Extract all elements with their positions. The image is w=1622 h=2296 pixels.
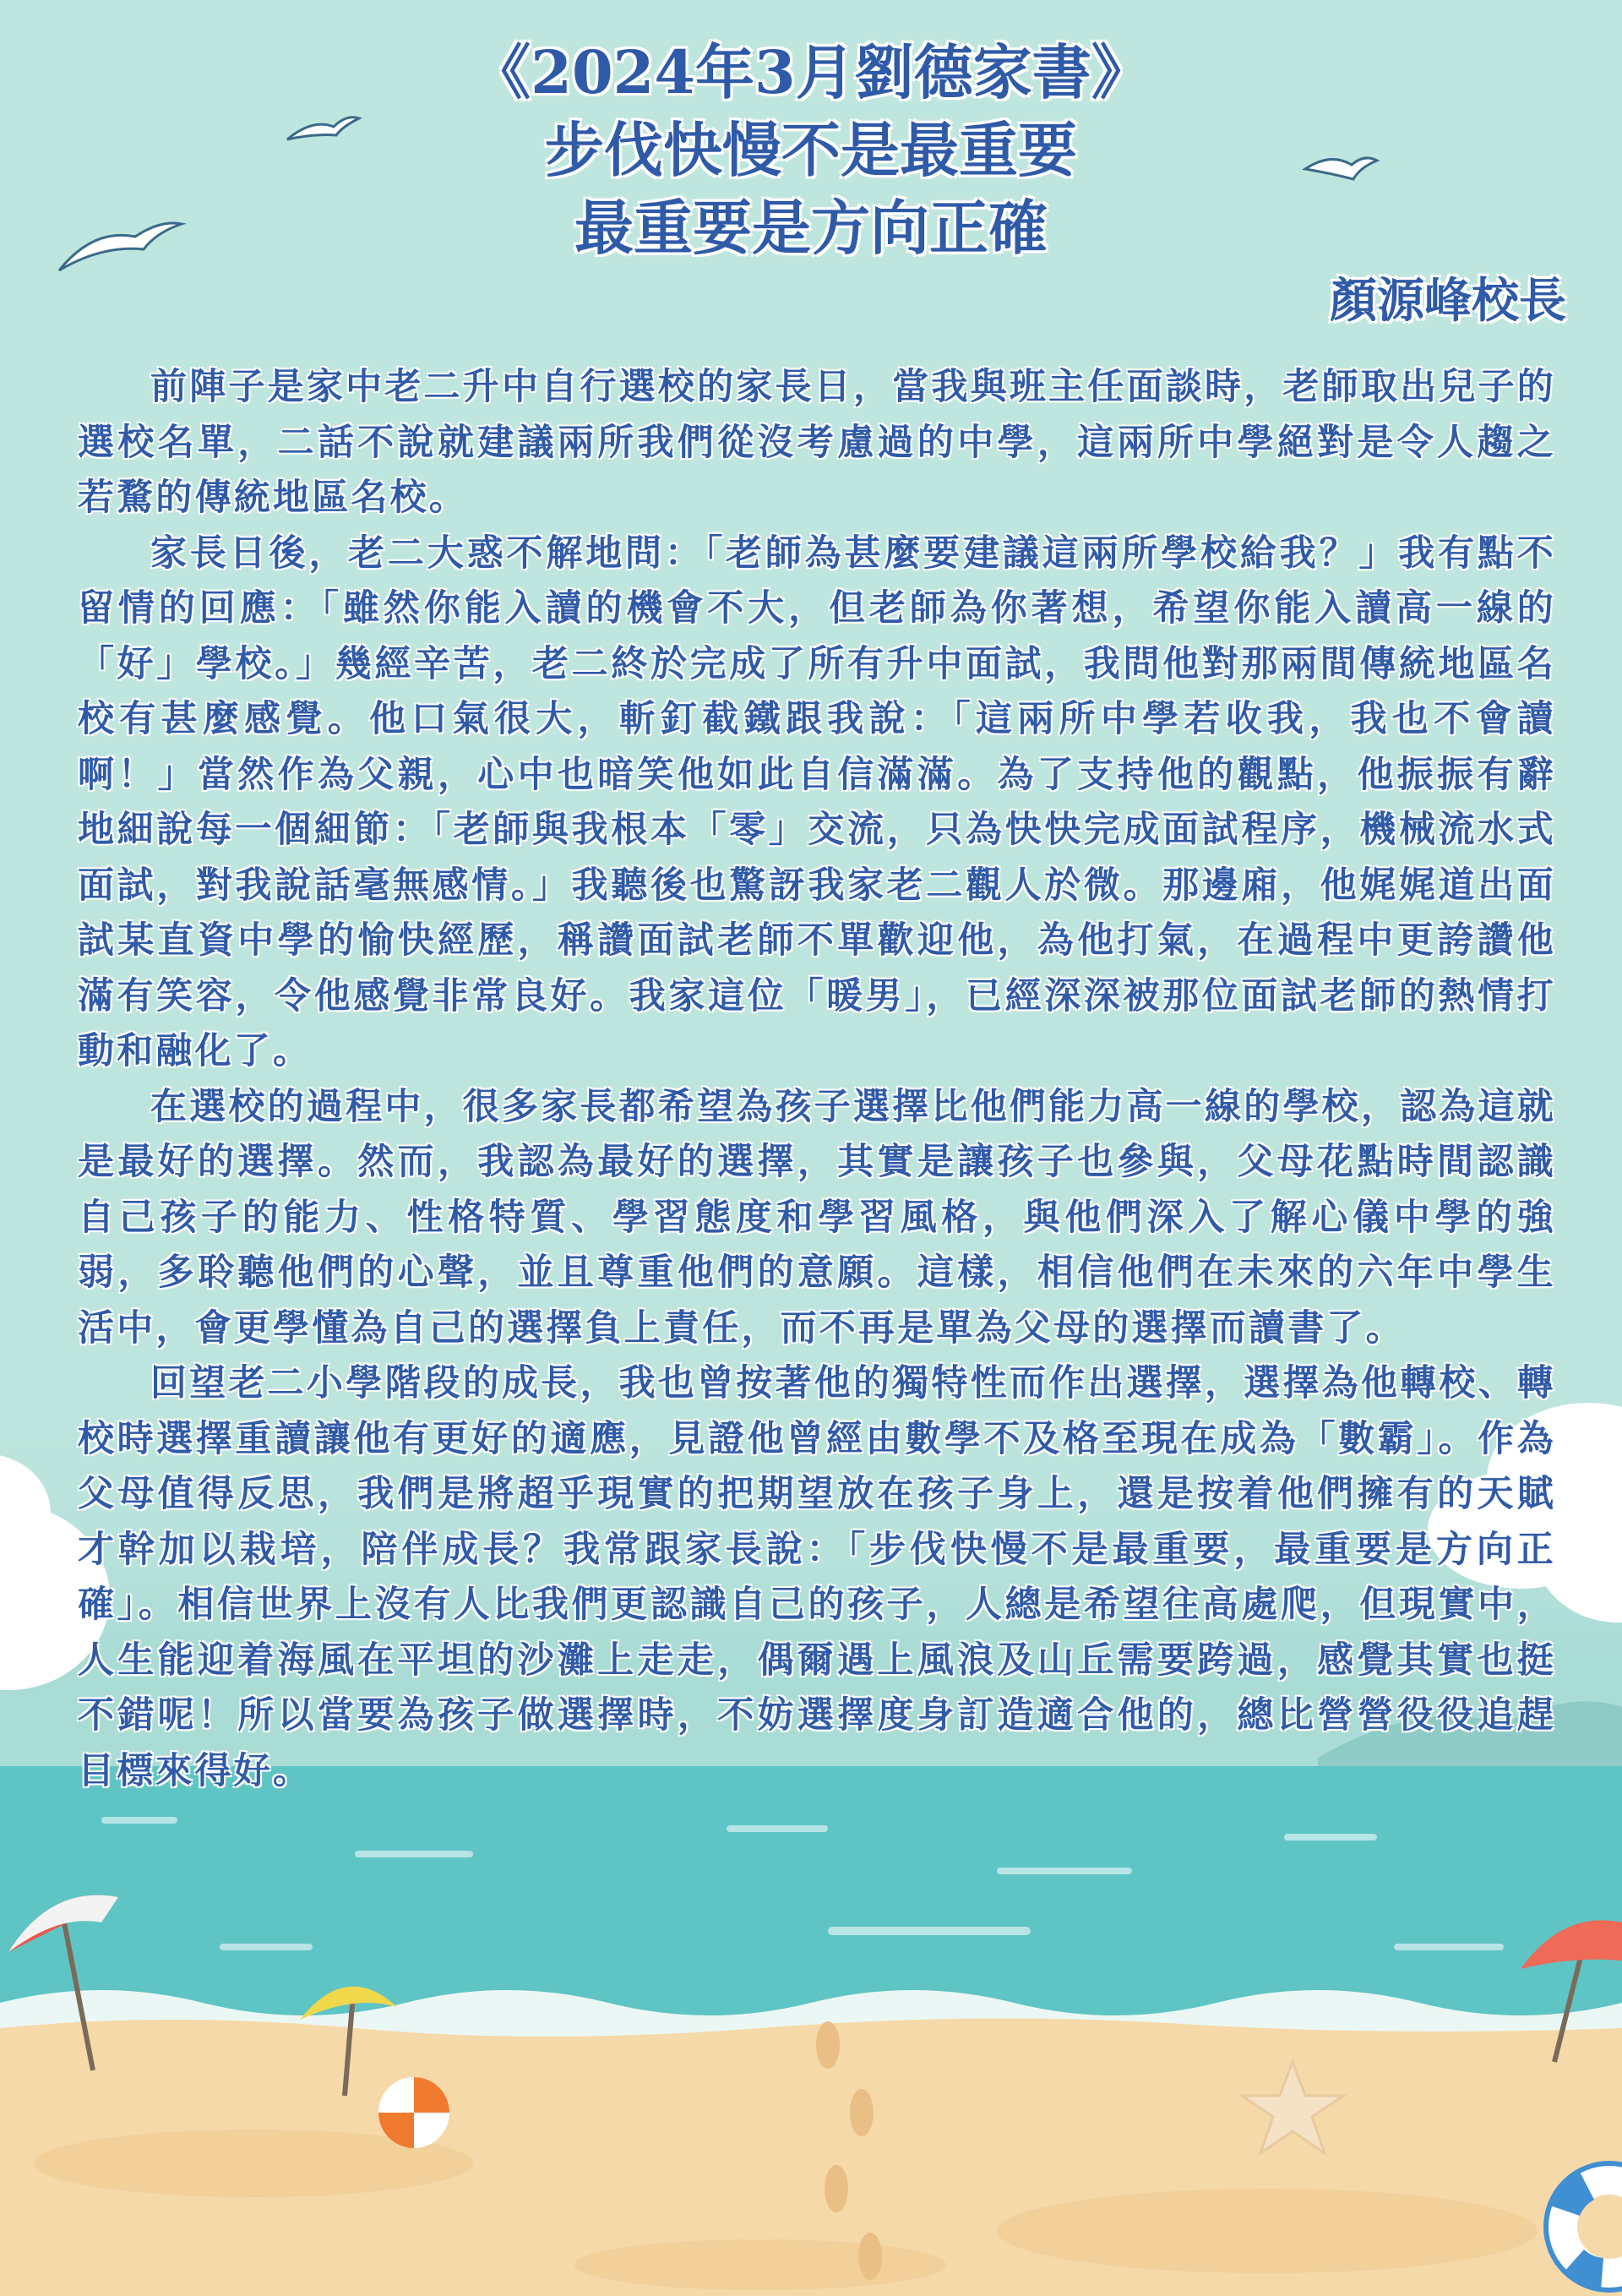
title-line-3: 最重要是方向正確 [574, 193, 1048, 263]
paragraph-2: 家長日後，老二大惑不解地問：「老師為甚麼要建議這兩所學校給我？」我有點不留情的回應：「雖然你能入讀的機會不大，但老師為你著想，希望你能入讀高一線的「好」學校。」幾經辛苦，老二終於完成了所有升中面試，我問他對那兩間傳統地區名校有甚麼感覺。他口氣很大，斬釘截鐵跟我說：「這兩所中學若收我，我也不會讀啊！」當然作為父親，心中也暗笑他如此自信滿滿。為了支持他的觀點，他振振有辭地細說每一個細節：「老師與我根本「零」交流，只為快快完成面試程序，機械流水式面試，對我說話毫無感情。」我聽後也驚訝我家老二觀人於微。那邊廂，他娓娓道出面試某直資中學的愉快經歷，稱讚面試老師不單歡迎他，為他打氣，在過程中更誇讚他滿有笑容，令他感覺非常良好。我家這位「暖男」，已經深深被那位面試老師的熱情打動和融化了。 [78, 532, 1556, 1072]
letter-body [78, 360, 1556, 1799]
paragraph-1: 前陣子是家中老二升中自行選校的家長日，當我與班主任面談時，老師取出兒子的選校名單，二話不說就建議兩所我們從沒考慮過的中學，這兩所中學絕對是令人趨之若騖的傳統地區名校。 [78, 366, 1556, 519]
letter-title [0, 34, 1622, 267]
title-line-1: 《2024年3月劉德家書》 [471, 37, 1151, 107]
paragraph-3: 在選校的過程中，很多家長都希望為孩子選擇比他們能力高一線的學校，認為這就是最好的選擇。然而，我認為最好的選擇，其實是讓孩子也參與，父母花點時間認識自己孩子的能力、性格特質、學習態度和學習風格，與他們深入了解心儀中學的強弱，多聆聽他們的心聲，並且尊重他們的意願。這樣，相信他們在未來的六年中學生活中，會更學懂為自己的選擇負上責任，而不再是單為父母的選擇而讀書了。 [78, 1085, 1556, 1350]
beach-ball-icon [378, 2077, 449, 2148]
author-signature: 顏源峰校長 [1330, 273, 1566, 329]
paragraph-4: 回望老二小學階段的成長，我也曾按著他的獨特性而作出選擇，選擇為他轉校、轉校時選擇重讀讓他有更好的適應，見證他曾經由數學不及格至現在成為「數霸」。作為父母值得反思，我們是將超乎現實的把期望放在孩子身上，還是按着他們擁有的天賦才幹加以栽培，陪伴成長？我常跟家長說：「步伐快慢不是最重要，最重要是方向正確」。相信世界上沒有人比我們更認識自己的孩子，人總是希望往高處爬，但現實中，人生能迎着海風在平坦的沙灘上走走，偶爾遇上風浪及山丘需要跨過，感覺其實也挺不錯呢！所以當要為孩子做選擇時，不妨選擇度身訂造適合他的，總比營營役役追趕目標來得好。 [78, 1362, 1556, 1792]
title-line-2: 步伐快慢不是最重要 [545, 115, 1077, 185]
